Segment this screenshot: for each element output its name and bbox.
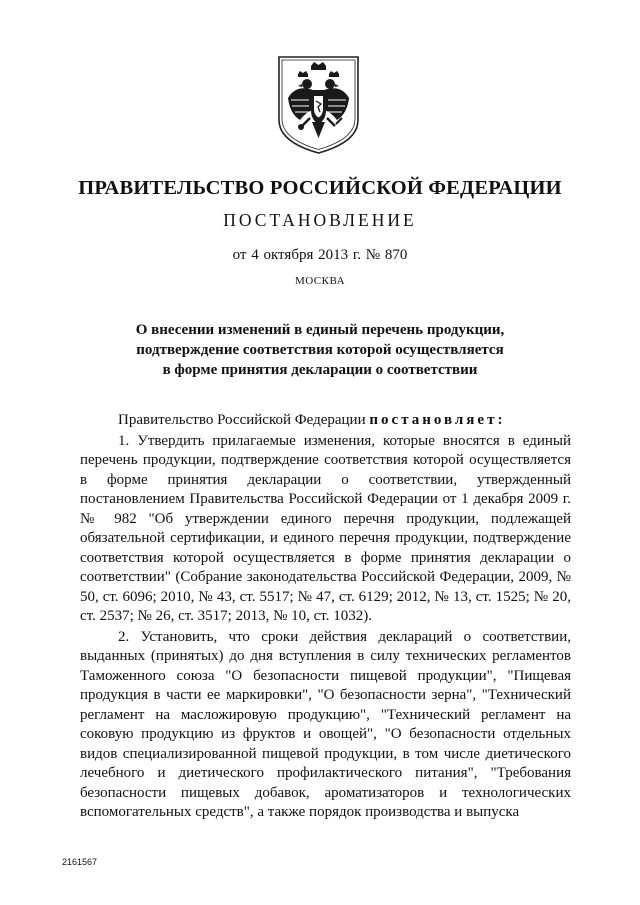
paragraph-item-2: 2. Установить, что сроки действия деклараций о соответствии, выданных (принятых) до дня вступления в силу технических регламентов Таможенного союза "О безопасности пищевой продукции", "Пищевая продукция в части ее маркировки", "О безопасности зерна", "Технический регламент на масложировую продукцию", "Технический регламент на соковую продукцию из фруктов и овощей", "О безопасности отдельных видов специализированной пищевой продукции, в том числе диетического лечебного и диетического профилактического питания", "Требования безопасности пищевых добавок, ароматизаторов и технологических вспомогательных средств", а также порядок производства и выпуска: [80, 628, 571, 820]
document-type: ПОСТАНОВЛЕНИЕ: [223, 210, 417, 230]
document-date-number: от 4 октября 2013 г. № 870: [232, 247, 408, 263]
subject-line: в форме принятия декларации о соответствии: [162, 362, 478, 378]
document-city: МОСКВА: [294, 275, 346, 287]
document-subject: [60, 320, 580, 380]
government-title: ПРАВИТЕЛЬСТВО РОССИЙСКОЙ ФЕДЕРАЦИИ: [78, 177, 562, 199]
paragraph-item-1: 1. Утвердить прилагаемые изменения, которые вносятся в единый перечень продукции, подтверждение соответствия которой осуществляется в форме принятия декларации о соответствии, утвержденный постановлением Правительства Российской Федерации от 1 декабря 2009 г. № 982 "Об утверждении единого перечня продукции, подлежащей обязательной сертификации, и единого перечня продукции, подтверждение соответствия которой осуществляется в форме принятия декларации о соответствии" (Собрание законодательства Российской Федерации, 2009, № 50, ст. 6096; 2010, № 43, ст. 5517; № 47, ст. 6129; 2012, № 13, ст. 1525; № 20, ст. 2537; № 26, ст. 3517; 2013, № 10, ст. 1032).: [80, 432, 571, 624]
intro-text: Правительство Российской Федерации: [118, 412, 366, 428]
intro-verb: постановляет:: [369, 412, 506, 428]
subject-line: подтверждение соответствия которой осуществляется: [136, 342, 504, 358]
coat-of-arms-emblem: [276, 54, 361, 155]
document-code: 2161567: [62, 857, 98, 867]
intro-paragraph: [80, 411, 571, 431]
subject-line: О внесении изменений в единый перечень продукции,: [135, 322, 505, 338]
document-body: [80, 411, 571, 824]
